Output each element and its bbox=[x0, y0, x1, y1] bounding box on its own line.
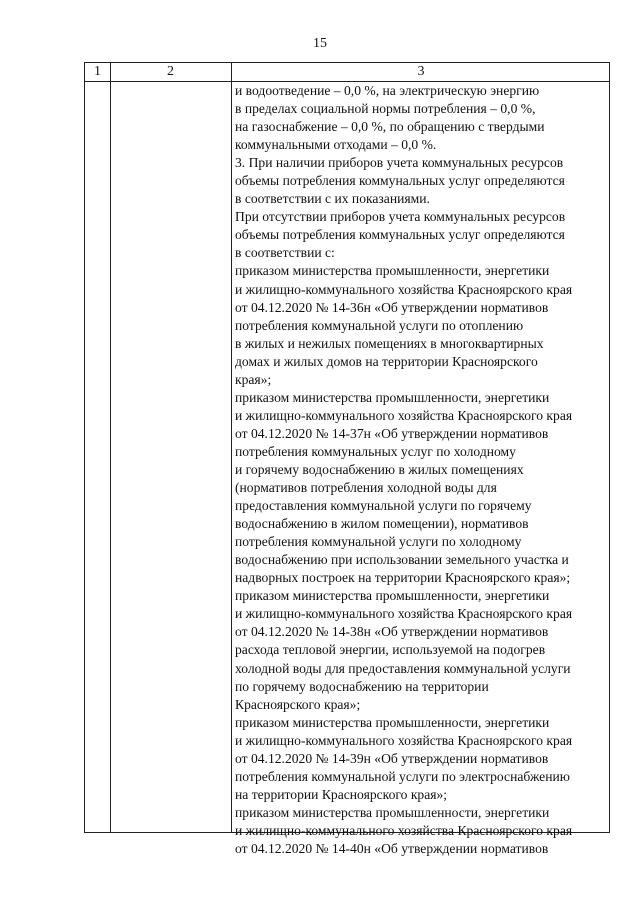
table-header-row bbox=[85, 62, 609, 82]
text-line: и водоотведение – 0,0 %, на электрическую энергию bbox=[235, 83, 540, 98]
text-line: и жилищно-коммунального хозяйства Красноярского края bbox=[235, 822, 573, 838]
text-line: Красноярского края»; bbox=[235, 696, 361, 712]
text-line: приказом министерства промышленности, энергетики bbox=[235, 389, 550, 405]
column-divider bbox=[110, 62, 111, 832]
text-line: от 04.12.2020 № 14-36н «Об утверждении нормативов bbox=[235, 299, 549, 315]
text-line: края»; bbox=[235, 371, 272, 387]
text-line: приказом министерства промышленности, энергетики bbox=[235, 263, 550, 279]
column-divider bbox=[231, 62, 232, 832]
text-line: потребления коммунальных услуг по холодному bbox=[235, 443, 516, 459]
text-line: в пределах социальной нормы потребления – 0,0 %, bbox=[235, 101, 536, 117]
text-line: и жилищно-коммунального хозяйства Красноярского края bbox=[235, 407, 573, 423]
text-line: 3. При наличии приборов учета коммунальных ресурсов bbox=[235, 155, 564, 171]
text-line: потребления коммунальной услуги по электроснабжению bbox=[235, 768, 570, 784]
text-line: и жилищно-коммунального хозяйства Красноярского края bbox=[235, 606, 573, 622]
text-line: от 04.12.2020 № 14-37н «Об утверждении нормативов bbox=[235, 425, 549, 441]
text-line: в жилых и нежилых помещениях в многоквартирных bbox=[235, 335, 544, 351]
text-line: и жилищно-коммунального хозяйства Красноярского края bbox=[235, 281, 573, 297]
text-line: объемы потребления коммунальных услуг определяются bbox=[235, 173, 565, 189]
text-line: домах и жилых домов на территории Красноярского bbox=[235, 353, 538, 369]
column-header-2: 2 bbox=[167, 64, 174, 79]
text-line: в соответствии с: bbox=[235, 245, 335, 261]
text-line: объемы потребления коммунальных услуг определяются bbox=[235, 227, 565, 243]
text-line: в соответствии с их показаниями. bbox=[235, 191, 430, 207]
text-line: приказом министерства промышленности, энергетики bbox=[235, 714, 550, 730]
text-line: приказом министерства промышленности, энергетики bbox=[235, 588, 550, 604]
page-number: 15 bbox=[313, 36, 327, 51]
column-3-text bbox=[235, 82, 609, 858]
text-line: потребления коммунальной услуги по холодному bbox=[235, 534, 522, 550]
text-line: потребления коммунальной услуги по отоплению bbox=[235, 317, 524, 333]
text-line: от 04.12.2020 № 14-40н «Об утверждении нормативов bbox=[235, 840, 549, 856]
text-line: и жилищно-коммунального хозяйства Красноярского края bbox=[235, 732, 573, 748]
text-line: и горячему водоснабжению в жилых помещениях bbox=[235, 461, 524, 477]
text-line: холодной воды для предоставления коммунальной услуги bbox=[235, 660, 571, 676]
text-line: по горячему водоснабжению на территории bbox=[235, 678, 489, 694]
text-line: водоснабжению при использовании земельного участка и bbox=[235, 552, 569, 568]
text-line: приказом министерства промышленности, энергетики bbox=[235, 804, 550, 820]
column-header-1: 1 bbox=[94, 64, 101, 79]
text-line: расхода тепловой энергии, используемой на подогрев bbox=[235, 642, 546, 658]
text-line: водоснабжению в жилом помещении), нормативов bbox=[235, 516, 529, 532]
text-line: от 04.12.2020 № 14-39н «Об утверждении нормативов bbox=[235, 750, 549, 766]
text-line: надворных построек на территории Красноярского края»; bbox=[235, 570, 571, 586]
text-line: на газоснабжение – 0,0 %, по обращению с твердыми bbox=[235, 119, 545, 135]
text-line: от 04.12.2020 № 14-38н «Об утверждении нормативов bbox=[235, 624, 549, 640]
text-line: коммунальными отходами – 0,0 %. bbox=[235, 137, 437, 153]
text-line: на территории Красноярского края»; bbox=[235, 786, 448, 802]
text-line: предоставления коммунальной услуги по горячему bbox=[235, 498, 532, 514]
document-table bbox=[84, 62, 610, 856]
text-line: При отсутствии приборов учета коммунальных ресурсов bbox=[235, 209, 566, 225]
column-header-3: 3 bbox=[417, 64, 425, 79]
text-line: (нормативов потребления холодной воды для bbox=[235, 480, 497, 496]
